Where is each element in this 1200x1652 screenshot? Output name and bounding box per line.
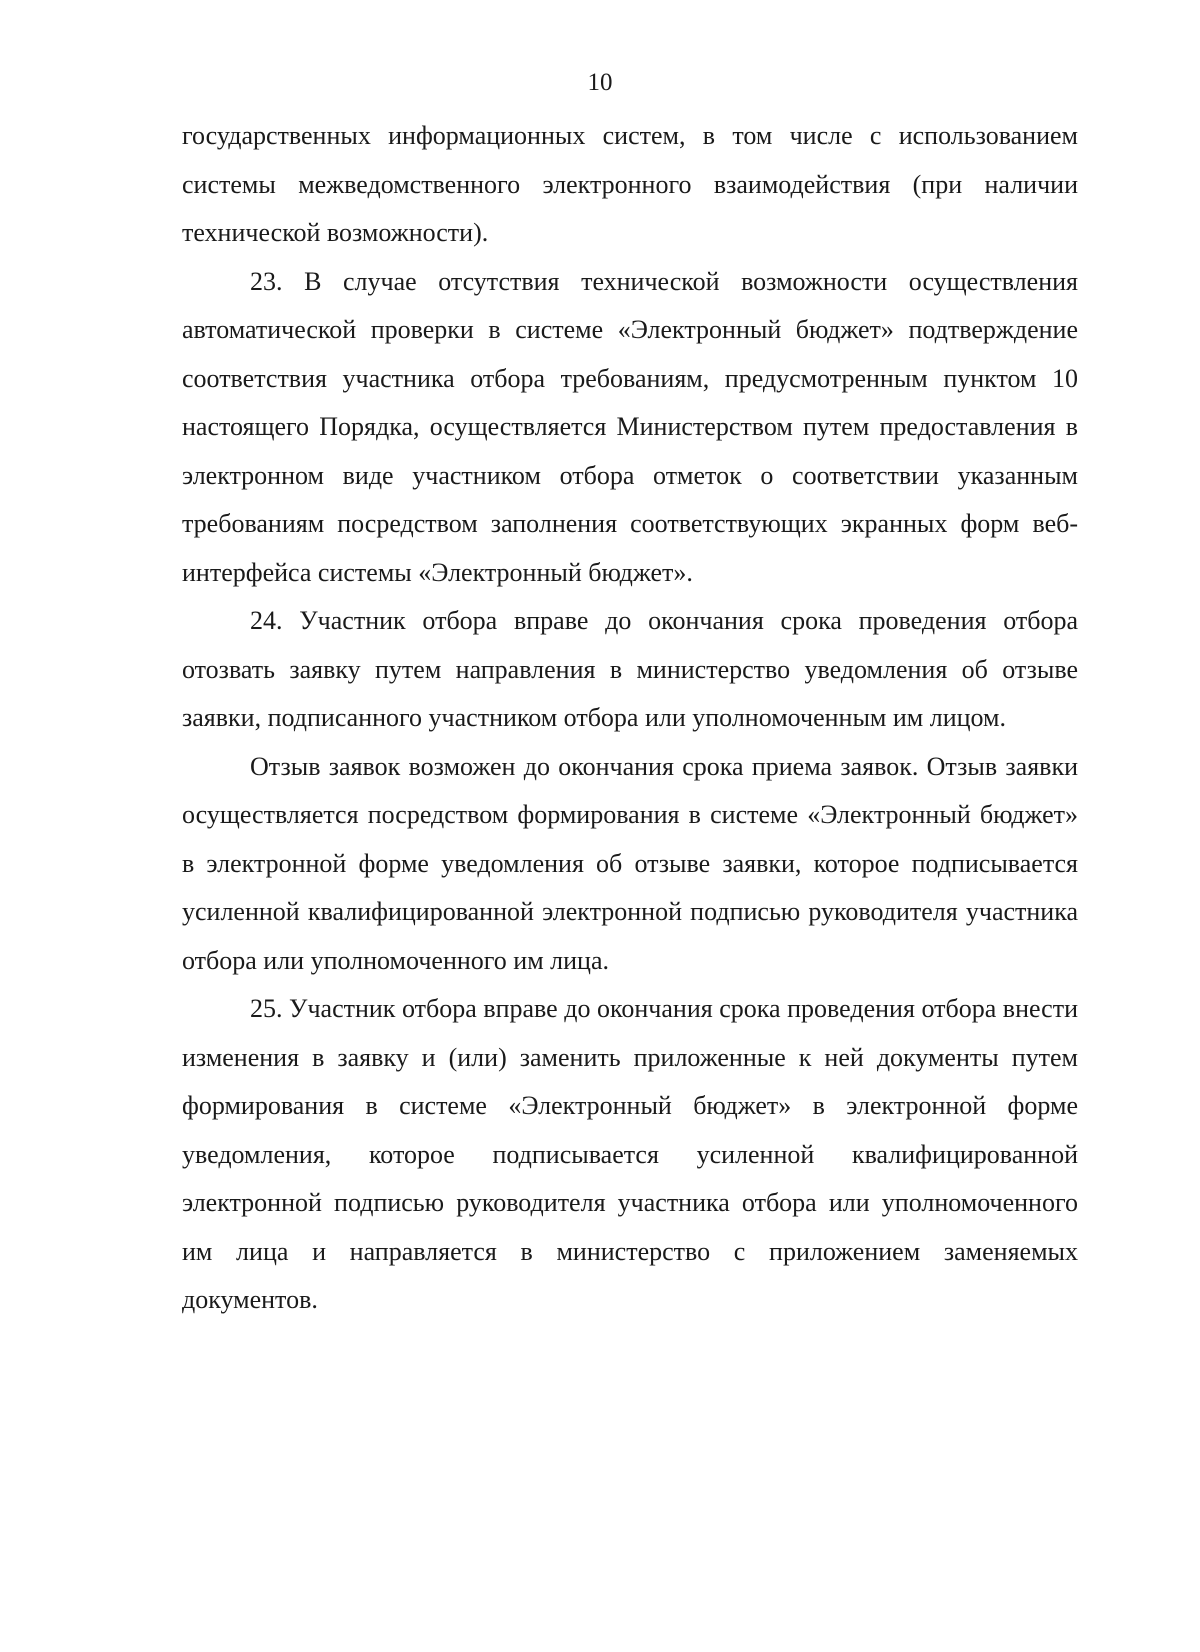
page-number: 10 xyxy=(587,69,613,96)
paragraph-24: 24. Участник отбора вправе до окончания срока проведения отбора отозвать заявку путем направления в министерство уведомления об отзыве заявки, подписанного участником отбора или уполномоченным им лицом. xyxy=(182,606,1078,732)
document-body xyxy=(182,112,1078,1325)
paragraph-continuation: государственных информационных систем, в том числе с использованием системы межведомственного электронного взаимодействия (при наличии технической возможности). xyxy=(182,121,1078,247)
paragraph-24-withdrawal: Отзыв заявок возможен до окончания срока приема заявок. Отзыв заявки осуществляется посредством формирования в системе «Электронный бюджет» в электронной форме уведомления об отзыве заявки, которое подписывается усиленной квалифицированной электронной подписью руководителя участника отбора или уполномоченного им лица. xyxy=(182,751,1078,975)
paragraph-25: 25. Участник отбора вправе до окончания срока проведения отбора внести изменения в заявку и (или) заменить приложенные к ней документы путем формирования в системе «Электронный бюджет» в электронной форме уведомления, которое подписывается усиленной квалифицированной электронной подписью руководителя участника отбора или уполномоченного им лица и направляется в министерство с приложением заменяемых документов. xyxy=(182,994,1078,1314)
paragraph-23: 23. В случае отсутствия технической возможности осуществления автоматической проверки в системе «Электронный бюджет» подтверждение соответствия участника отбора требованиям, предусмотренным пунктом 10 настоящего Порядка, осуществляется Министерством путем предоставления в электронном виде участником отбора отметок о соответствии указанным требованиям посредством заполнения соответствующих экранных форм веб-интерфейса системы «Электронный бюджет». xyxy=(182,266,1078,587)
